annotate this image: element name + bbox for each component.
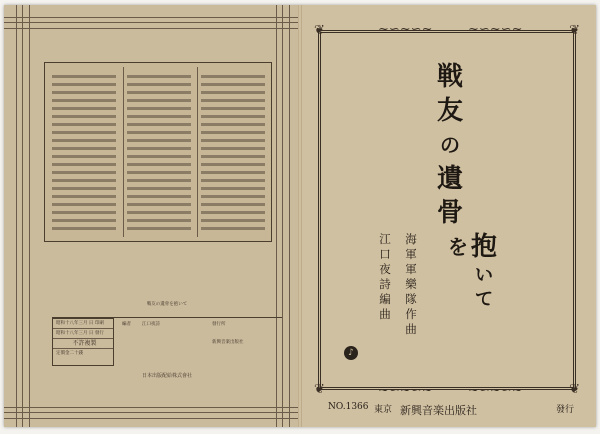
colophon-date-box: [52, 318, 114, 366]
song-title-continued: [468, 230, 500, 312]
scroll-ornament-icon: ~∽~∽~: [468, 22, 523, 37]
title-char: い: [475, 265, 493, 286]
catalog-column: [197, 67, 198, 237]
catalog-table: [44, 62, 272, 242]
editor-label: 編者: [122, 322, 131, 327]
catalog-number: NO.1366: [328, 402, 369, 412]
editor-name: 江口夜詩: [142, 322, 160, 327]
scroll-ornament-icon: ~∽~∽~: [378, 383, 433, 398]
back-top-rule: [4, 17, 300, 29]
publisher-name: 新興音楽出版社: [212, 340, 244, 345]
publisher-name: 新興音楽出版社: [400, 404, 477, 417]
title-char: 骨: [436, 198, 463, 228]
title-char: 友: [436, 96, 463, 126]
composer-credit: 海軍軍樂隊 作曲: [405, 232, 417, 336]
corner-ornament-icon: ❦: [314, 23, 325, 38]
title-char: 戦: [436, 62, 463, 92]
publisher-logo-icon: ♪: [344, 346, 358, 360]
publisher-city: 東京: [374, 405, 393, 415]
title-char: 抱: [470, 232, 497, 262]
catalog-column: [123, 67, 124, 237]
price: 定價金二十錢: [56, 351, 83, 356]
colophon: [52, 302, 282, 398]
title-char: 遺: [436, 164, 463, 194]
distributor: 日本出版配給株式會社: [141, 373, 192, 379]
print-date: 昭和十八年三月 日 印刷: [53, 319, 113, 329]
issue-mark: 發行: [556, 405, 575, 415]
arranger-credit: 江口夜詩 編曲: [379, 232, 391, 321]
colophon-title: 戦友の遺骨を抱いて: [146, 302, 188, 307]
back-left-rule: [16, 5, 30, 427]
scroll-ornament-icon: ~∽~∽~: [468, 383, 523, 398]
corner-ornament-icon: ❦: [569, 382, 580, 397]
corner-ornament-icon: ❦: [569, 23, 580, 38]
spine-fold: [298, 5, 302, 427]
scroll-ornament-icon: ~∽~∽~: [378, 22, 433, 37]
title-char: を: [448, 235, 468, 259]
issue-date: 昭和十八年三月 日 發行: [53, 329, 113, 339]
song-title: [434, 60, 466, 264]
title-char: の: [440, 133, 460, 157]
back-cover: [4, 5, 300, 427]
back-bottom-rule: [4, 407, 300, 419]
publisher-label: 發行所: [212, 322, 226, 327]
no-reproduction-notice: 不許複製: [53, 339, 113, 349]
title-char: て: [475, 289, 493, 310]
corner-ornament-icon: ❦: [314, 382, 325, 397]
